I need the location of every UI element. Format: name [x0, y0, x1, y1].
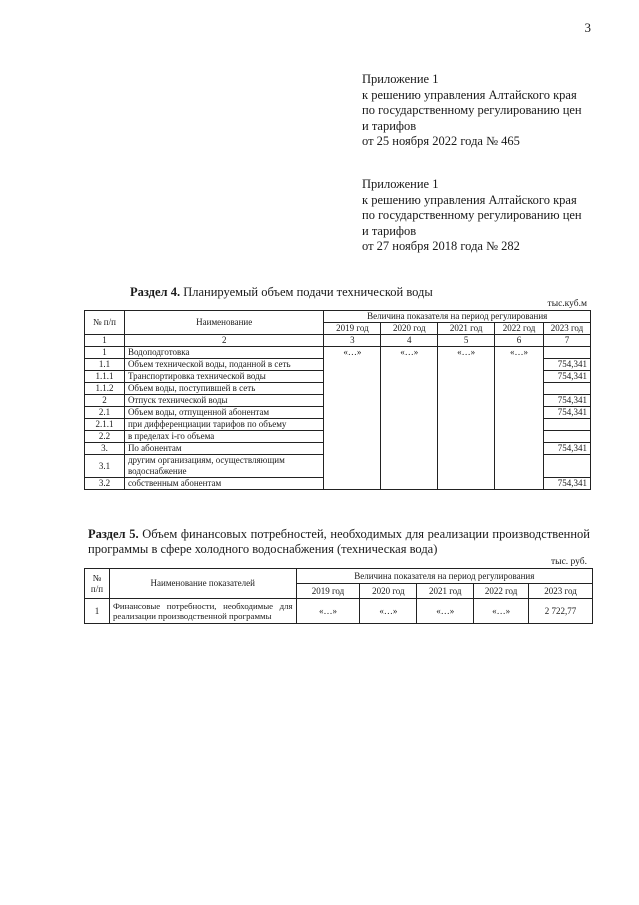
row-value: 754,341	[544, 395, 591, 407]
row-name: другим организациям, осуществляющим водоснабжение	[124, 455, 324, 478]
row-num: 2.1.1	[85, 419, 125, 431]
row-value: «…»	[495, 347, 544, 359]
row-num: 1.1.2	[85, 383, 125, 395]
section5-label: Раздел 5.	[88, 527, 139, 541]
table-row	[85, 407, 591, 419]
header-period: Величина показателя на период регулирования	[296, 569, 592, 584]
row-name: в пределах i-го объема	[124, 431, 324, 443]
row-name: Объем воды, отпущенной абонентам	[124, 407, 324, 419]
header-name: Наименование	[124, 311, 324, 335]
appendix-line: по государственному регулированию цен	[362, 208, 582, 222]
header-year: 2019 год	[296, 584, 360, 599]
header-num: № п/п	[85, 311, 125, 335]
row-value: «…»	[438, 347, 495, 359]
appendix-line: Приложение 1	[362, 72, 439, 86]
section5-table	[84, 568, 593, 624]
row-num: 1.1	[85, 359, 125, 371]
row-value	[544, 383, 591, 395]
header-year: 2022 год	[495, 323, 544, 335]
row-value	[544, 419, 591, 431]
table-row	[85, 478, 591, 490]
table-row	[85, 443, 591, 455]
appendix-header-old	[362, 177, 582, 255]
row-value: 754,341	[544, 478, 591, 490]
section4-table	[84, 310, 591, 490]
table-row	[85, 419, 591, 431]
section5-title	[88, 527, 590, 557]
row-value: «…»	[417, 599, 474, 624]
appendix-line: и тарифов	[362, 118, 417, 133]
col-number: 5	[438, 335, 495, 347]
row-value	[544, 455, 591, 478]
table-row	[85, 359, 591, 371]
header-year: 2020 год	[360, 584, 417, 599]
row-name: По абонентам	[124, 443, 324, 455]
row-num: 1	[85, 347, 125, 359]
section5-unit: тыс. руб.	[551, 557, 587, 567]
header-name: Наименование показателей	[109, 569, 296, 599]
table-row	[85, 395, 591, 407]
row-num: 2	[85, 395, 125, 407]
col-number: 2	[124, 335, 324, 347]
page-number: 3	[584, 20, 591, 35]
header-year: 2021 год	[438, 323, 495, 335]
row-value: 754,341	[544, 407, 591, 419]
col-number: 1	[85, 335, 125, 347]
row-value: 754,341	[544, 371, 591, 383]
row-name: при дифференциации тарифов по объему	[124, 419, 324, 431]
appendix-line: от 25 ноября 2022 года № 465	[362, 134, 520, 148]
row-value: 2 722,77	[529, 599, 593, 624]
row-value: «…»	[474, 599, 529, 624]
header-year: 2023 год	[544, 323, 591, 335]
row-value	[544, 431, 591, 443]
row-num: 1.1.1	[85, 371, 125, 383]
row-value: «…»	[296, 599, 360, 624]
table-row	[85, 371, 591, 383]
row-value: «…»	[324, 347, 381, 359]
appendix-line: от 27 ноября 2018 года № 282	[362, 239, 520, 253]
row-num: 2.1	[85, 407, 125, 419]
appendix-line: по государственному регулированию цен	[362, 103, 582, 117]
appendix-line: к решению управления Алтайского края	[362, 192, 577, 207]
row-name: Отпуск технической воды	[124, 395, 324, 407]
row-name: собственным абонентам	[124, 478, 324, 490]
row-num: 3.1	[85, 455, 125, 478]
section5-title-text: Объем финансовых потребностей, необходимых для реализации производственной программы в сфере холодного водоснабжения (техническая вода)	[88, 527, 590, 556]
col-number: 3	[324, 335, 381, 347]
header-year: 2021 год	[417, 584, 474, 599]
appendix-line: к решению управления Алтайского края	[362, 87, 577, 102]
row-value	[544, 347, 591, 359]
row-value: 754,341	[544, 443, 591, 455]
row-value: «…»	[381, 347, 438, 359]
header-year: 2020 год	[381, 323, 438, 335]
table-row	[85, 383, 591, 395]
appendix-header-new	[362, 72, 582, 150]
section4-unit: тыс.куб.м	[547, 299, 587, 309]
appendix-line: и тарифов	[362, 223, 417, 238]
row-name: Водоподготовка	[124, 347, 324, 359]
row-value: 754,341	[544, 359, 591, 371]
table-row	[85, 347, 591, 359]
section4-label: Раздел 4.	[130, 285, 181, 299]
row-num: 1	[85, 599, 110, 624]
col-number: 7	[544, 335, 591, 347]
row-num: 2.2	[85, 431, 125, 443]
header-period: Величина показателя на период регулирования	[324, 311, 591, 323]
col-number: 6	[495, 335, 544, 347]
row-num: 3.	[85, 443, 125, 455]
appendix-line: Приложение 1	[362, 177, 439, 191]
row-value: «…»	[360, 599, 417, 624]
row-name: Объем технической воды, поданной в сеть	[124, 359, 324, 371]
col-number: 4	[381, 335, 438, 347]
row-num: 3.2	[85, 478, 125, 490]
row-name: Объем воды, поступившей в сеть	[124, 383, 324, 395]
table-row	[85, 431, 591, 443]
section4-title-text: Планируемый объем подачи технической воды	[180, 285, 433, 299]
header-year: 2023 год	[529, 584, 593, 599]
section4-title	[130, 285, 433, 300]
header-year: 2019 год	[324, 323, 381, 335]
row-name: Транспортировка технической воды	[124, 371, 324, 383]
row-name: Финансовые потребности, необходимые для реализации производственной программы	[109, 599, 296, 624]
header-num: № п/п	[85, 569, 110, 599]
header-year: 2022 год	[474, 584, 529, 599]
table-row	[85, 599, 593, 624]
table-row	[85, 455, 591, 478]
